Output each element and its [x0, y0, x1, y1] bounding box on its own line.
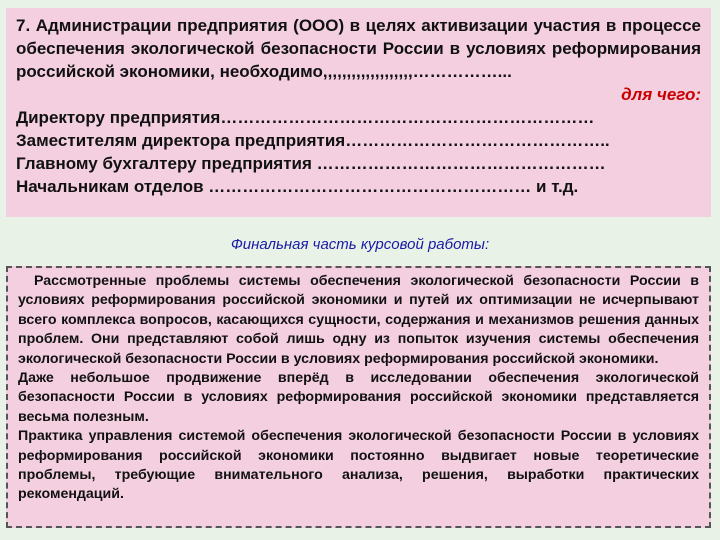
recipient-item: Начальникам отделов ………………………………………………… и т.д. [16, 177, 579, 196]
for-what-label: для чего: [621, 85, 701, 104]
conclusion-block [6, 266, 711, 528]
task-block [6, 8, 711, 217]
task-intro-text: 7. Администрации предприятия (ООО) в целях активизации участия в процессе обеспечения экологической безопасности России в условиях реформирования российской экономики, необходимо,,,,,,,,,,,,,,,,,,,……………... [16, 16, 701, 81]
recipient-item: Главному бухгалтеру предприятия …………………………………………… [16, 154, 606, 173]
recipient-item: Заместителям директора предприятия……………………………………….. [16, 131, 610, 150]
conclusion-paragraph: Рассмотренные проблемы системы обеспечения экологической безопасности России в условиях реформирования российской экономики и путей их оптимизации не исчерпывают всего комплекса вопросов, касающихся сущности, содержания и механизмов решения данных проблем. Они представляют собой лишь одну из попыток изучения системы обеспечения экологической безопасности России в условиях реформирования российской экономики. [18, 273, 699, 367]
section-caption: Финальная часть курсовой работы: [230, 236, 490, 253]
recipient-list [16, 106, 701, 198]
conclusion-paragraph: Практика управления системой обеспечения экологической безопасности России в условиях реформирования российской экономики постоянно выдвигает новые теоретические проблемы, требующие внимательного анализа, решения, выработки практических рекомендаций. [18, 428, 699, 503]
conclusion-paragraph: Даже небольшое продвижение вперёд в исследовании обеспечения экологической безопасности России в условиях реформирования российской экономики представляется весьма полезным. [18, 370, 699, 425]
recipient-item: Директору предприятия………………………………………………………… [16, 108, 595, 127]
